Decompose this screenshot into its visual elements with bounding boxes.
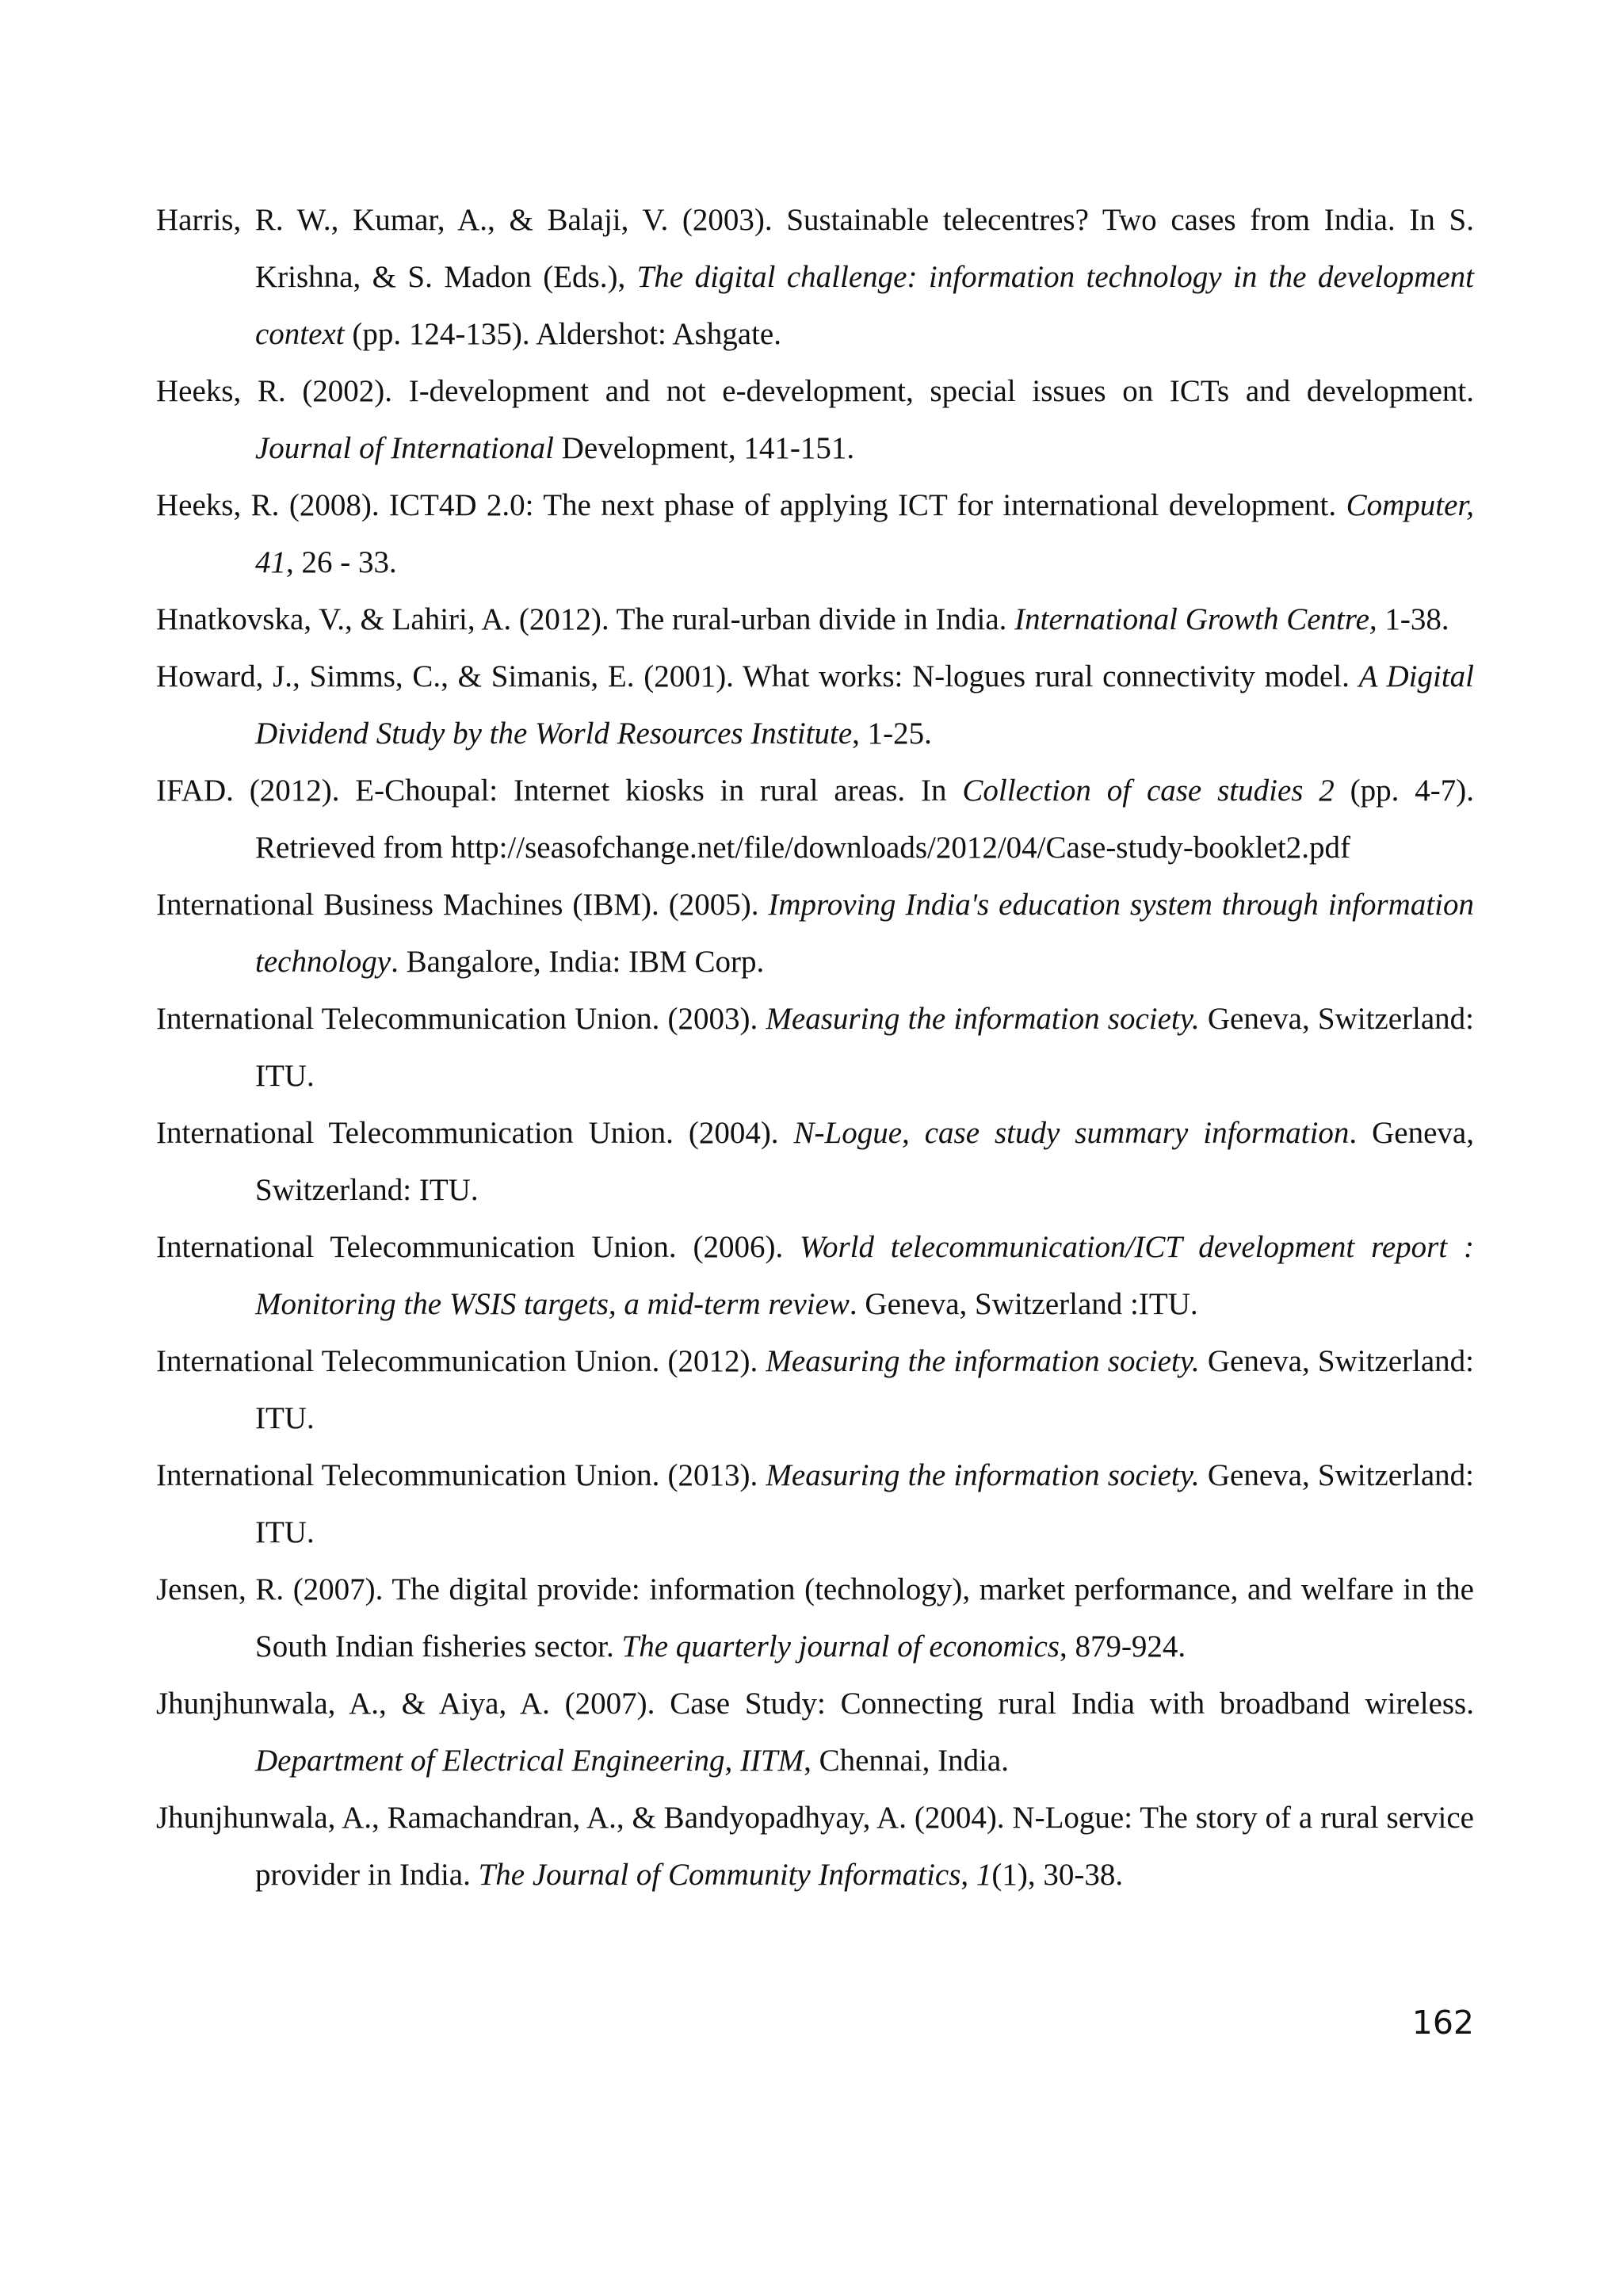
reference-entry [156, 1561, 1474, 1675]
reference-text-segment: Heeks, R. (2008). ICT4D 2.0: The next phase of applying ICT for international development. [156, 488, 1346, 522]
reference-italic-segment: Computer, 41 [255, 488, 1474, 579]
reference-italic-segment: Department of Electrical Engineering, IITM [255, 1744, 804, 1778]
reference-text-segment: International Telecommunication Union. (2013). [156, 1458, 766, 1492]
reference-entry [156, 1675, 1474, 1790]
reference-entry [156, 1447, 1474, 1561]
reference-italic-segment: A Digital Dividend Study by the World Resources Institute [255, 659, 1474, 751]
reference-italic-segment: World telecommunication/ICT development report : Monitoring the WSIS targets, a mid-term review [255, 1230, 1474, 1321]
reference-italic-segment: Measuring the information society. [766, 1458, 1200, 1492]
reference-text-segment: , Chennai, India. [804, 1744, 1009, 1778]
reference-italic-segment: The quarterly journal of economics [621, 1629, 1060, 1664]
reference-text-segment: International Telecommunication Union. (2004). [156, 1116, 794, 1150]
reference-italic-segment: Measuring the information society. [766, 1344, 1200, 1378]
reference-text-segment: Harris, R. W., Kumar, A., & Balaji, V. (2003). Sustainable telecentres? Two cases from India. In S. Krishna, & S. Madon (Eds.), [156, 203, 1474, 294]
reference-italic-segment: International Growth Centre, [1014, 602, 1377, 636]
reference-text-segment: Howard, J., Simms, C., & Simanis, E. (2001). What works: N-logues rural connectivity model. [156, 659, 1359, 693]
reference-text-segment: . Bangalore, India: IBM Corp. [391, 945, 765, 979]
reference-text-segment: Geneva, Switzerland: ITU. [255, 1002, 1474, 1093]
reference-text-segment: Jhunjhunwala, A., Ramachandran, A., & Bandyopadhyay, A. (2004). N-Logue: The story of a rural service provider in India. [156, 1801, 1474, 1892]
reference-entry [156, 591, 1474, 648]
reference-entry [156, 991, 1474, 1105]
reference-entry [156, 1219, 1474, 1333]
reference-italic-segment: Journal of International [255, 431, 554, 465]
reference-list [156, 192, 1474, 1904]
reference-entry [156, 1790, 1474, 1904]
reference-text-segment: . Geneva, Switzerland :ITU. [849, 1287, 1198, 1321]
reference-text-segment: Jensen, R. (2007). The digital provide: information (technology), market performance, and welfare in the South Indian fisheries sector. [156, 1572, 1474, 1664]
reference-text-segment: Jhunjhunwala, A., & Aiya, A. (2007). Case Study: Connecting rural India with broadband wireless. [156, 1687, 1474, 1721]
reference-text-segment: (pp. 124-135). Aldershot: Ashgate. [344, 317, 781, 351]
reference-text-segment: International Business Machines (IBM). (2005). [156, 888, 769, 922]
reference-entry [156, 1333, 1474, 1447]
reference-italic-segment: Improving India's education system through information technology [255, 888, 1474, 979]
reference-text-segment: 1-38. [1377, 602, 1449, 636]
reference-text-segment: (1), 30-38. [991, 1858, 1124, 1892]
page-number: 162 [1411, 2004, 1474, 2042]
reference-text-segment: Geneva, Switzerland: ITU. [255, 1344, 1474, 1435]
reference-italic-segment: Collection of case studies 2 [962, 774, 1335, 808]
reference-entry [156, 363, 1474, 477]
reference-entry [156, 477, 1474, 591]
reference-text-segment: Development, 141-151. [553, 431, 855, 465]
reference-entry [156, 877, 1474, 991]
reference-text-segment: IFAD. (2012). E-Choupal: Internet kiosks in rural areas. In [156, 774, 963, 808]
reference-italic-segment: 1 [976, 1858, 992, 1892]
reference-italic-segment: The Journal of Community Informatics [478, 1858, 961, 1892]
reference-entry [156, 762, 1474, 877]
reference-entry [156, 192, 1474, 363]
reference-text-segment: Heeks, R. (2002). I-development and not e-development, special issues on ICTs and development. [156, 374, 1474, 408]
reference-entry [156, 1105, 1474, 1219]
reference-text-segment: , [960, 1858, 976, 1892]
reference-text-segment: Hnatkovska, V., & Lahiri, A. (2012). The rural-urban divide in India. [156, 602, 1015, 636]
reference-text-segment: , 879-924. [1059, 1629, 1186, 1664]
reference-text-segment: International Telecommunication Union. (2003). [156, 1002, 766, 1036]
reference-italic-segment: Measuring the information society. [766, 1002, 1200, 1036]
reference-text-segment: , 26 - 33. [286, 545, 397, 579]
reference-entry [156, 648, 1474, 762]
reference-text-segment: . Geneva, Switzerland: ITU. [255, 1116, 1474, 1207]
reference-italic-segment: The digital challenge: information technology in the development context [255, 260, 1474, 351]
reference-text-segment: Geneva, Switzerland: ITU. [255, 1458, 1474, 1549]
reference-text-segment: , 1-25. [852, 716, 932, 751]
reference-text-segment: International Telecommunication Union. (2006). [156, 1230, 800, 1264]
reference-text-segment: International Telecommunication Union. (2012). [156, 1344, 766, 1378]
reference-text-segment: (pp. 4-7). Retrieved from http://seasofchange.net/file/downloads/2012/04/Case-study-booklet2.pdf [255, 774, 1474, 865]
reference-italic-segment: N-Logue, case study summary information [793, 1116, 1350, 1150]
